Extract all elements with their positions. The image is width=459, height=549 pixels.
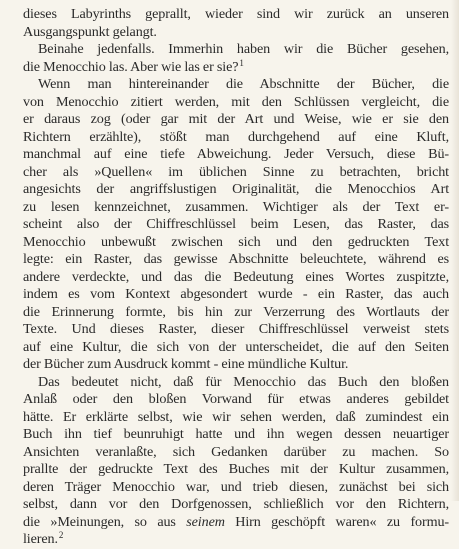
text-line [23,531,449,549]
text-line: prallte der gedruckte Text des Buches mit der Kultur zusammen, [23,461,449,477]
text-line: zu lesen kennzeichnet, zusammen. Wichtiger als der Text er- [23,198,449,215]
text-line: Beinahe jedenfalls. Immerhin haben wir die Bücher gesehen, [38,41,449,57]
line-text-after-emphasis: Hirn geschöpft waren« zu formu- [224,513,449,530]
line-text-before-emphasis: die »Meinungen, so aus [23,513,187,530]
footnote-marker: 1 [239,57,244,68]
text-line: legte: ein Raster, das gewisse Abschnitte beleuchtete, während es [23,251,449,267]
paragraph-2 [23,41,449,76]
text-line: Texte. Und dieses Raster, dieser Chiffreschlüssel verweist stets [23,321,449,337]
text-line: cher als »Quellen« im üblichen Sinne zu betrachten, bricht [23,163,449,180]
text-line: Anlaß oder den bloßen Vorwand für etwas anderes gebildet [23,391,449,407]
text-line: scheint also der Chiffreschlüssel beim Lesen, das Raster, das [23,216,449,232]
text-line: hätte. Er erklärte selbst, wie wir sehen werden, daß zumindest ein [23,408,449,425]
text-line: Menocchio unbewußt zwischen sich und den gedruckten Text [23,233,449,250]
footnote-marker: 2 [58,530,64,540]
text-line [23,514,449,532]
text-line [23,59,449,77]
text-line: von Menocchio zitiert werden, mit den Schlüssen vergleicht, die [23,93,449,110]
emphasized-word: seinem [186,513,225,530]
paragraph-1 [23,6,449,41]
text-line: Buch ihn tief beunruhigt hatte und ihn wegen dessen neuartiger [23,426,449,442]
page-text [23,6,449,549]
text-line: Das bedeutet nicht, daß für Menocchio das Buch den bloßen [38,373,449,390]
text-line: Ausgangspunkt gelangt. [23,23,157,40]
text-line: manchmal auf eine tiefe Abweichung. Jeder Versuch, diese Bü- [23,146,449,162]
text-line: er daraus zog (oder gar mit der Art und Weise, wie er sie den [23,111,449,127]
text-line: Ansichten veranlaßte, sich Gedanken darüber zu machen. So [23,443,449,460]
text-line: deren Träger Menocchio war, und trieb diesen, zunächst bei sich [23,478,449,495]
page-edge-shadow [451,0,459,501]
text-line: auf eine Kultur, die sich von der unterscheidet, die auf den Seiten [23,338,449,355]
text-line: selbst, dann vor den Dorfgenossen, schließlich vor den Richtern, [23,496,449,512]
text-line: Wenn man hintereinander die Abschnitte der Bücher, die [38,76,449,92]
paragraph-3 [23,76,449,374]
text-line: angesichts der angriffslustigen Originalität, die Menocchios Art [23,181,449,197]
text-line: die Erinnerung formte, bis hin zur Verzerrung des Wortlauts der [23,303,449,320]
line-text: die Menocchio las. Aber wie las er sie? [23,58,239,75]
text-line: Richtern erzählte), stößt man durchgehend auf eine Kluft, [23,128,449,145]
text-line: dieses Labyrinths geprallt, wieder sind wir zurück an unseren [23,6,449,22]
paragraph-4 [23,374,449,549]
text-line: indem es vom Kontext abgesondert wurde - ein Raster, das auch [23,286,449,302]
text-line: der Bücher zum Ausdruck kommt - eine mündliche Kultur. [23,356,349,372]
line-text: lieren. [23,531,58,547]
text-line: andere verdeckte, und das die Bedeutung eines Wortes zuspitzte, [23,268,449,285]
